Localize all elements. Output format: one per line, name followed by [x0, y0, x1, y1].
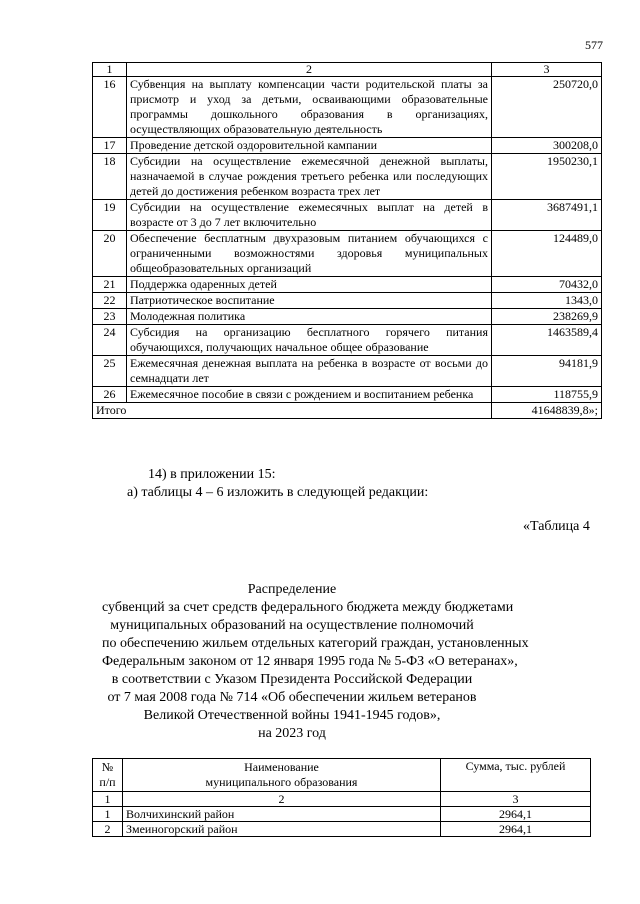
- row-number: 17: [93, 138, 127, 154]
- total-label: Итого: [93, 403, 492, 419]
- row-description: Субсидия на организацию бесплатного горячего питания обучающихся, получающих начальное общее образование: [127, 325, 492, 356]
- row-number: 20: [93, 231, 127, 277]
- table-label: «Таблица 4: [523, 519, 590, 534]
- table-header-row: [93, 759, 591, 792]
- row-number: 1: [93, 807, 123, 822]
- row-amount: 1343,0: [492, 293, 602, 309]
- row-number: 18: [93, 154, 127, 200]
- row-name: Волчихинский район: [123, 807, 441, 822]
- row-amount: 238269,9: [492, 309, 602, 325]
- row-number: 24: [93, 325, 127, 356]
- distribution-table: [92, 758, 591, 837]
- row-amount: 250720,0: [492, 77, 602, 138]
- row-description: Проведение детской оздоровительной кампании: [127, 138, 492, 154]
- column-index-1: 1: [93, 63, 127, 77]
- row-amount: 118755,9: [492, 387, 602, 403]
- header-name-line1: Наименование: [244, 760, 319, 774]
- row-amount: 1463589,4: [492, 325, 602, 356]
- row-description: Субвенция на выплату компенсации части родительской платы за присмотр и уход за детьми, осваивающими образовательные программы дошкольного образования в организациях, осуществляющих образовательную деятельность: [127, 77, 492, 138]
- row-number: 19: [93, 200, 127, 231]
- row-amount: 1950230,1: [492, 154, 602, 200]
- row-name: Змеиногорский район: [123, 822, 441, 837]
- table-row: [93, 387, 602, 403]
- table-row: [93, 200, 602, 231]
- row-description: Субсидии на осуществление ежемесячных выплат на детей в возрасте от 3 до 7 лет включительно: [127, 200, 492, 231]
- table-row: [93, 138, 602, 154]
- row-amount: 3687491,1: [492, 200, 602, 231]
- row-number: 2: [93, 822, 123, 837]
- row-number: 25: [93, 356, 127, 387]
- total-row: [93, 403, 602, 419]
- title-line: на 2023 год: [258, 726, 326, 741]
- header-name: [123, 759, 441, 792]
- column-index-3: 3: [441, 792, 591, 807]
- table-row: [93, 309, 602, 325]
- title-line: муниципальных образований на осуществление полномочий: [110, 618, 474, 633]
- table-row: [93, 325, 602, 356]
- row-description: Обеспечение бесплатным двухразовым питанием обучающихся с ограниченными возможностями здоровья муниципальных общеобразовательных организаций: [127, 231, 492, 277]
- row-amount: 94181,9: [492, 356, 602, 387]
- subsidy-table: [92, 62, 602, 419]
- title-line: по обеспечению жильем отдельных категорий граждан, установленных: [102, 636, 529, 651]
- row-amount: 70432,0: [492, 277, 602, 293]
- row-number: 16: [93, 77, 127, 138]
- row-number: 26: [93, 387, 127, 403]
- row-description: Субсидии на осуществление ежемесячной денежной выплаты, назначаемой в случае рождения третьего ребенка или последующих детей до достижения ребенком возраста трех лет: [127, 154, 492, 200]
- table-header-row: [93, 63, 602, 77]
- title-line: Распределение: [247, 582, 337, 597]
- row-number: 21: [93, 277, 127, 293]
- row-amount: 300208,0: [492, 138, 602, 154]
- table-title: [102, 581, 529, 743]
- row-amount: 2964,1: [441, 807, 591, 822]
- header-name-line2: муниципального образования: [205, 775, 358, 789]
- row-description: Поддержка одаренных детей: [127, 277, 492, 293]
- row-amount: 2964,1: [441, 822, 591, 837]
- table-row: [93, 293, 602, 309]
- table-row: [93, 356, 602, 387]
- row-amount: 124489,0: [492, 231, 602, 277]
- row-description: Патриотическое воспитание: [127, 293, 492, 309]
- total-amount: 41648839,8»;: [492, 403, 602, 419]
- row-number: 22: [93, 293, 127, 309]
- title-line: Великой Отечественной войны 1941-1945 годов»,: [143, 708, 441, 723]
- title-line: Федеральным законом от 12 января 1995 года № 5-ФЗ «О ветеранах»,: [102, 654, 518, 669]
- row-description: Ежемесячная денежная выплата на ребенка в возрасте от восьми до семнадцати лет: [127, 356, 492, 387]
- table-row: [93, 231, 602, 277]
- header-number: [93, 759, 123, 792]
- row-description: Ежемесячное пособие в связи с рождением и воспитанием ребенка: [127, 387, 492, 403]
- title-line: в соответствии с Указом Президента Российской Федерации: [111, 672, 473, 687]
- table-row: [93, 822, 591, 837]
- table-row: [93, 277, 602, 293]
- page-number: 577: [585, 38, 603, 52]
- table-row: [93, 77, 602, 138]
- table-row: [93, 154, 602, 200]
- column-index-2: 2: [127, 63, 492, 77]
- header-number-line1: №: [101, 760, 114, 774]
- header-amount: Сумма, тыс. рублей: [441, 759, 591, 792]
- column-index-row: [93, 792, 591, 807]
- table-row: [93, 807, 591, 822]
- paragraph-instruction: а) таблицы 4 – 6 изложить в следующей редакции:: [127, 485, 429, 500]
- column-index-2: 2: [123, 792, 441, 807]
- title-line: от 7 мая 2008 года № 714 «Об обеспечении жильем ветеранов: [107, 690, 477, 705]
- title-line: субвенций за счет средств федерального бюджета между бюджетами: [102, 600, 514, 615]
- row-description: Молодежная политика: [127, 309, 492, 325]
- paragraph-appendix: 14) в приложении 15:: [148, 467, 276, 482]
- column-index-1: 1: [93, 792, 123, 807]
- row-number: 23: [93, 309, 127, 325]
- column-index-3: 3: [492, 63, 602, 77]
- header-number-line2: п/п: [99, 775, 116, 789]
